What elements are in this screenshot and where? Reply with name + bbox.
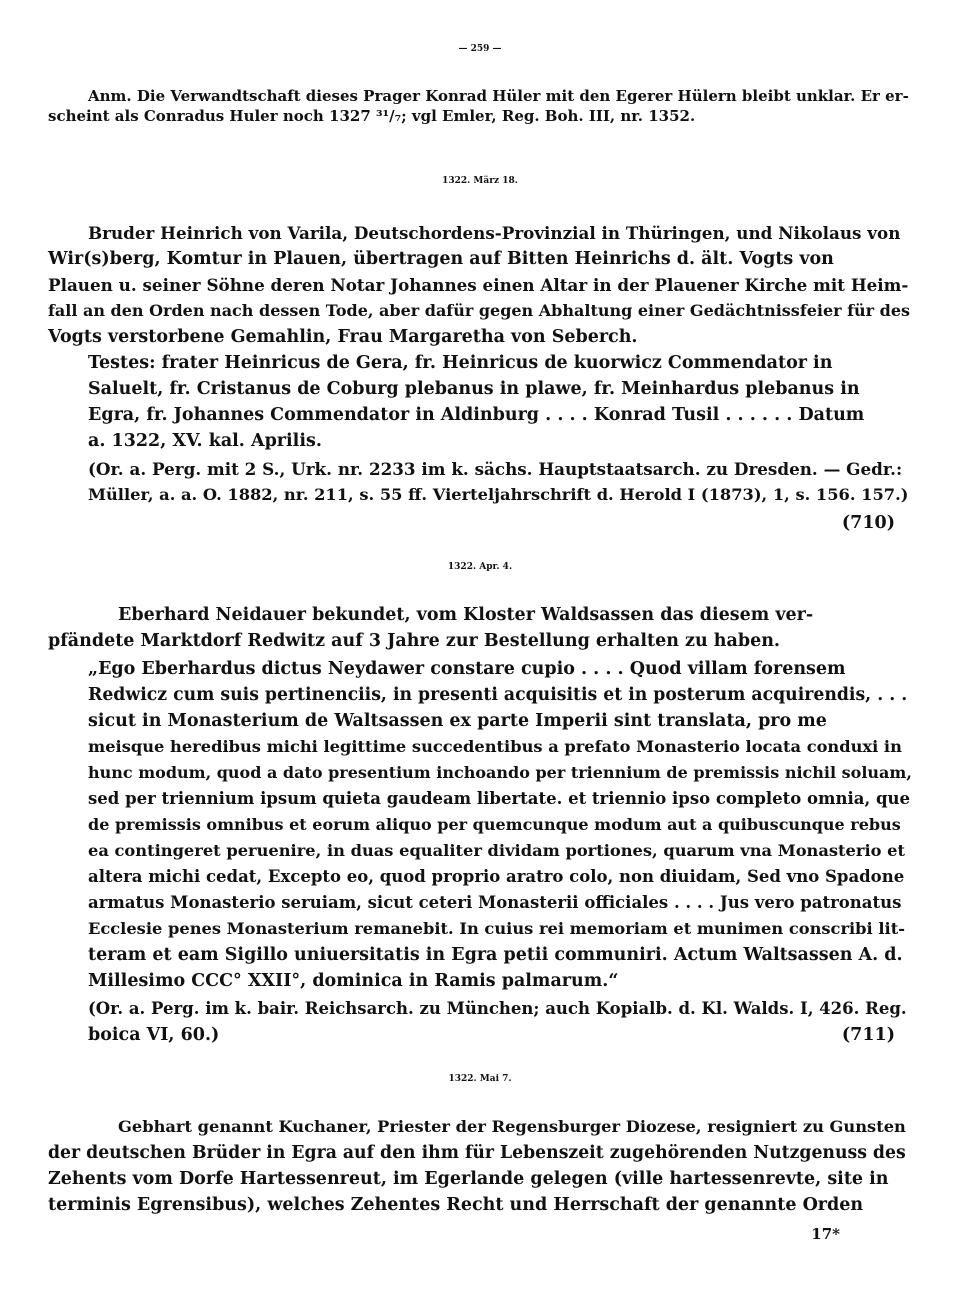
entry-line: Eberhard Neidauer bekundet, vom Kloster Waldsassen das diesem ver- xyxy=(118,605,814,625)
entry-line: Testes: frater Heinricus de Gera, fr. Heinricus de kuorwicz Commendator in xyxy=(88,353,833,373)
entry-line: Zehents vom Dorfe Hartessenreut, im Egerlande gelegen (ville hartessenrevte, site in xyxy=(48,1169,889,1189)
entry-line: a. 1322, XV. kal. Aprilis. xyxy=(88,431,322,451)
entry-line: terminis Egrensibus), welches Zehentes Recht und Herrschaft der genannte Orden xyxy=(48,1195,864,1215)
entry-line: Ecclesie penes Monasterium remanebit. In cuius rei memoriam et munimen conscribi lit- xyxy=(88,919,905,938)
entry-line: hunc modum, quod a dato presentium inchoando per triennium de premissis nichil soluam, xyxy=(88,763,912,782)
entry-line: Saluelt, fr. Cristanus de Coburg plebanus in plawe, fr. Meinhardus plebanus in xyxy=(88,379,860,399)
entry-line: altera michi cedat, Excepto eo, quod proprio aratro colo, non diuidam, Sed vno Spadone xyxy=(88,867,905,886)
note-line: scheint als Conradus Huler noch 1327 ³¹/₇; vgl Emler, Reg. Boh. III, nr. 1352. xyxy=(48,107,696,125)
entry-line: armatus Monasterio seruiam, sicut ceteri Monasterii officiales . . . . Jus vero patronatus xyxy=(88,893,902,912)
entry-line: fall an den Orden nach dessen Tode, aber dafür gegen Abhaltung einer Gedächtnissfeier für des xyxy=(48,301,911,320)
source-line: boica VI, 60.) xyxy=(88,1025,220,1045)
entry-date: 1322. Apr. 4. xyxy=(447,562,513,572)
entry-line: Plauen u. seiner Söhne deren Notar Johannes einen Altar in der Plauener Kirche mit Heim- xyxy=(48,275,909,295)
entry-line: sicut in Monasterium de Waltsassen ex parte Imperii sint translata, pro me xyxy=(88,711,827,731)
entry-line: ea contingeret peruenire, in duas equaliter dividam portiones, quarum vna Monasterio et xyxy=(88,841,905,860)
entry-line: „Ego Eberhardus dictus Neydawer constare cupio . . . . Quod villam forensem xyxy=(88,659,846,679)
signature-mark: 17* xyxy=(811,1225,840,1243)
source-line: (Or. a. Perg. mit 2 S., Urk. nr. 2233 im k. sächs. Hauptstaatsarch. zu Dresden. — Gedr.: xyxy=(88,459,903,479)
entry-line: Vogts verstorbene Gemahlin, Frau Margaretha von Seberch. xyxy=(48,327,638,347)
entry-line: sed per triennium ipsum quieta gaudeam libertate. et triennio ipso completo omnia, que xyxy=(88,789,910,808)
entry-line: Wir(s)berg, Komtur in Plauen, übertragen auf Bitten Heinrichs d. ält. Vogts von xyxy=(48,249,834,269)
note-line: Anm. Die Verwandtschaft dieses Prager Konrad Hüler mit den Egerer Hülern bleibt unklar. Er er- xyxy=(88,87,909,105)
entry-line: pfändete Marktdorf Redwitz auf 3 Jahre zur Bestellung erhalten zu haben. xyxy=(48,631,781,651)
source-line: (Or. a. Perg. im k. bair. Reichsarch. zu München; auch Kopialb. d. Kl. Walds. I, 426. Reg. xyxy=(88,999,907,1018)
entry-date: 1322. März 18. xyxy=(442,176,518,186)
entry-line: de premissis omnibus et eorum aliquo per quemcunque modum aut a quibuscunque rebus xyxy=(88,815,901,834)
entry-line: Bruder Heinrich von Varila, Deutschordens-Provinzial in Thüringen, und Nikolaus von xyxy=(88,223,901,243)
page-number: — 259 — xyxy=(458,44,502,54)
entry-line: teram et eam Sigillo uniuersitatis in Egra petii communiri. Actum Waltsassen A. d. xyxy=(88,945,903,965)
entry-line: Gebhart genannt Kuchaner, Priester der Regensburger Diozese, resigniert zu Gunsten xyxy=(118,1117,906,1136)
source-line: Müller, a. a. O. 1882, nr. 211, s. 55 ff. Vierteljahrschrift d. Herold I (1873), 1, s. 156. 157.) xyxy=(88,485,909,504)
entry-line: meisque heredibus michi legittime succedentibus a prefato Monasterio locata conduxi in xyxy=(88,737,902,756)
entry-number: (711) xyxy=(841,1025,895,1045)
entry-line: Egra, fr. Johannes Commendator in Aldinburg . . . . Konrad Tusil . . . . . . Datum xyxy=(88,405,865,425)
entry-line: Redwicz cum suis pertinenciis, in presenti acquisitis et in posterum acquirendis, . . . xyxy=(88,685,908,705)
entry-date: 1322. Mai 7. xyxy=(448,1074,512,1084)
entry-line: Millesimo CCC° XXII°, dominica in Ramis palmarum.“ xyxy=(88,971,619,991)
entry-line: der deutschen Brüder in Egra auf den ihm für Lebenszeit zugehörenden Nutzgenuss des xyxy=(48,1143,906,1163)
entry-number: (710) xyxy=(841,513,895,533)
